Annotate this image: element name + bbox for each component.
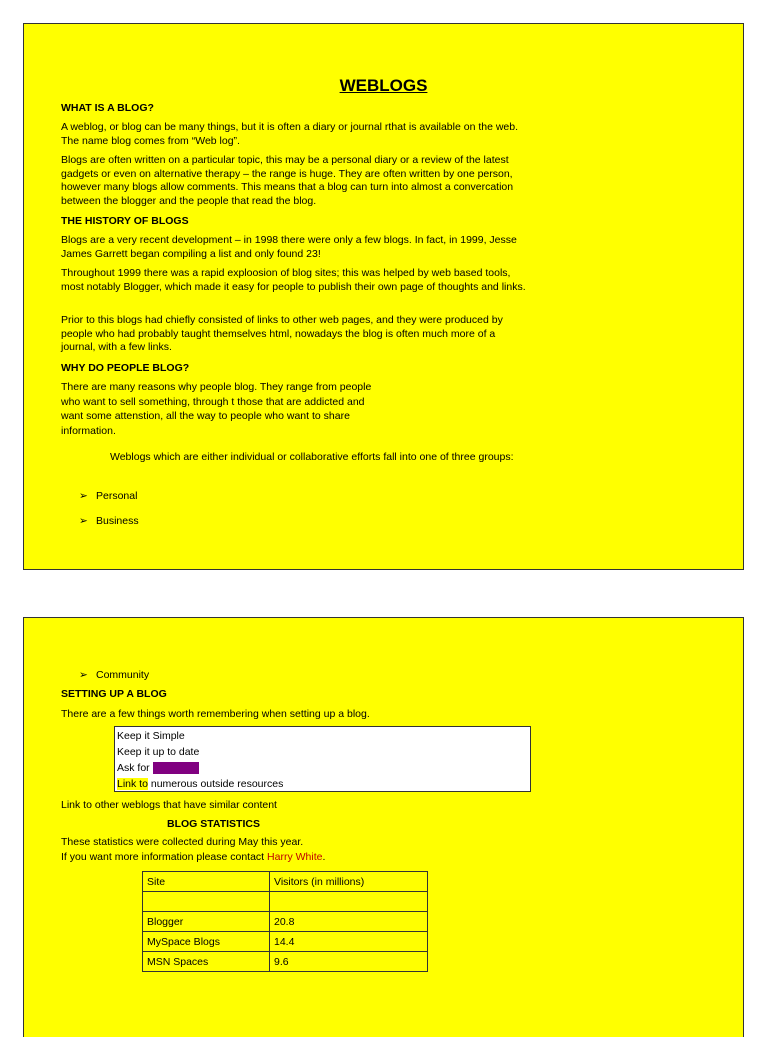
tip-item: Keep it up to date <box>117 746 200 758</box>
table-cell <box>143 892 270 912</box>
table-cell: 14.4 <box>270 932 428 952</box>
table-row <box>143 932 428 952</box>
history-paragraph-2: Throughout 1999 there was a rapid exploosion of blog sites; this was helped by web based tools, most notably Blogger, which made it easy for people to publish their own page of thoughts and links. <box>61 267 526 293</box>
link-line: Link to other weblogs that have similar content <box>61 799 277 811</box>
table-cell: MySpace Blogs <box>143 932 270 952</box>
table-cell: 9.6 <box>270 952 428 972</box>
page-title: WEBLOGS <box>339 76 428 95</box>
history-paragraph-3: Prior to this blogs had chiefly consisted of links to other web pages, and they were produced by people who had probably taught themselves html, nowadays the blog is often much more of a journal, with a few links. <box>61 314 503 354</box>
table-row <box>143 952 428 972</box>
contact-link[interactable]: Harry White <box>267 851 323 863</box>
stats-line-1: These statistics were collected during May this year. <box>61 836 304 848</box>
arrow-bullet-icon: ➢ <box>79 515 88 527</box>
document-page-2 <box>23 617 744 1037</box>
setup-heading: SETTING UP A BLOG <box>61 688 167 700</box>
highlighted-link-to: Link to <box>117 778 148 790</box>
tip-item: Keep it Simple <box>117 730 185 742</box>
why-heading: WHY DO PEOPLE BLOG? <box>61 362 190 374</box>
table-cell: MSN Spaces <box>143 952 270 972</box>
stats-table <box>142 871 428 972</box>
setup-intro: There are a few things worth remembering when setting up a blog. <box>61 708 370 720</box>
tip-item: Link to numerous outside resources <box>117 778 284 790</box>
table-row <box>143 912 428 932</box>
list-item: ➢ Community <box>79 669 150 681</box>
tip-item: Ask for Feedback <box>117 762 199 774</box>
table-cell <box>270 892 428 912</box>
history-paragraph-1: Blogs are a very recent development – in 1998 there were only a few blogs. In fact, in 1999, Jesse James Garrett began compiling a list and only found 23! <box>61 234 517 260</box>
highlighted-feedback: Feedback <box>152 762 199 774</box>
table-header-cell: Visitors (in millions) <box>270 872 428 892</box>
why-paragraph-2: Weblogs which are either individual or collaborative efforts fall into one of three groups: <box>110 451 514 463</box>
document-page-1 <box>23 23 744 570</box>
list-item: ➢ Business <box>79 515 139 527</box>
arrow-bullet-icon: ➢ <box>79 669 88 681</box>
stats-line-2: If you want more information please contact Harry White. <box>61 851 326 863</box>
history-heading: THE HISTORY OF BLOGS <box>61 215 189 227</box>
table-header-row <box>143 872 428 892</box>
table-header-cell: Site <box>143 872 270 892</box>
stats-heading: BLOG STATISTICS <box>167 818 260 830</box>
why-paragraph-1: There are many reasons why people blog. They range from people who want to sell something, through t those that are addicted and want some attenstion, all the way to people who want to share information. <box>61 381 372 437</box>
table-cell: Blogger <box>143 912 270 932</box>
what-paragraph-2: Blogs are often written on a particular topic, this may be a personal diary or a review of the latest gadgets or even on alternative therapy – the range is huge. They are often written by one person, however many blogs allow comments. This means that a blog can turn into almost a convercation between the blogger and the people that read the blog. <box>61 154 514 207</box>
arrow-bullet-icon: ➢ <box>79 490 88 502</box>
table-cell: 20.8 <box>270 912 428 932</box>
list-item: ➢ Personal <box>79 490 138 502</box>
tips-box <box>114 726 531 792</box>
what-heading: WHAT IS A BLOG? <box>61 102 154 114</box>
what-paragraph-1: A weblog, or blog can be many things, but it is often a diary or journal rthat is available on the web. The name blog comes from “Web log”. <box>61 121 519 147</box>
table-row-empty <box>143 892 428 912</box>
